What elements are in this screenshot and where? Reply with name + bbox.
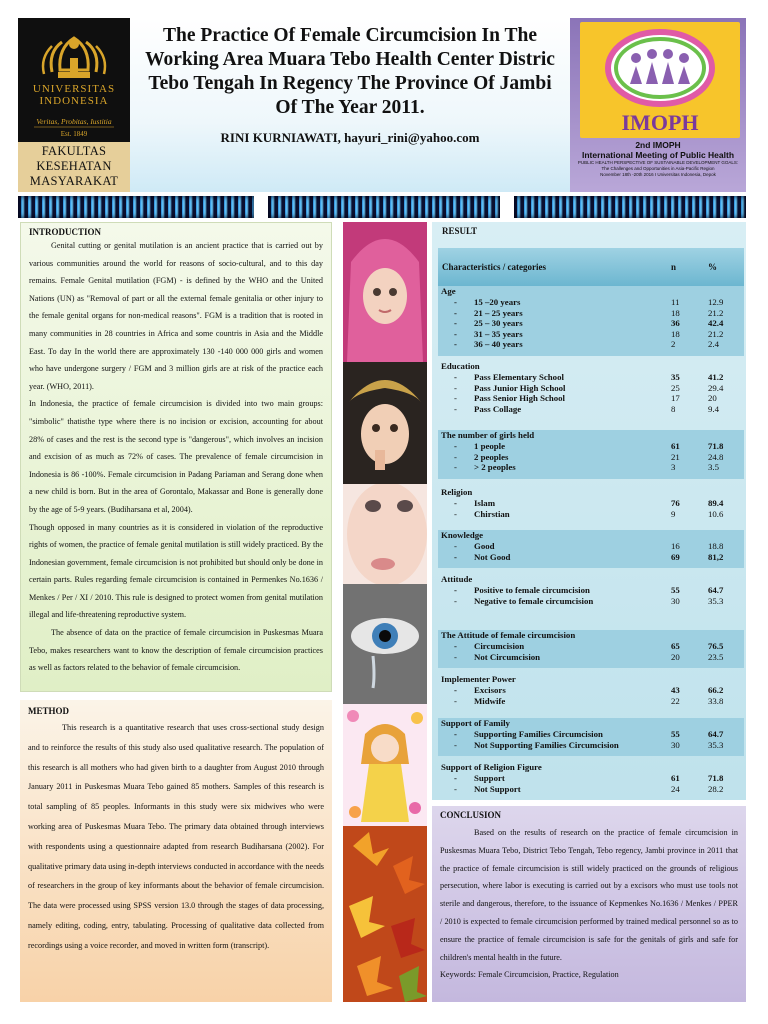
result-group-title: The Attitude of female circumcision [441,630,576,640]
result-row-n: 36 [671,318,680,328]
result-row [438,297,744,308]
introduction-paragraph: The absence of data on the practice of female circumcision in Puskesmas Muara Tebo, makes researchers want to know the description of female circumcision practices as well as factors related to the behavior of female circumcision. [29,628,323,673]
result-row-label: 25 – 30 years [474,318,523,328]
result-row-n: 43 [671,685,680,695]
result-row-percent: 35.3 [708,739,724,750]
result-row-percent: 81,2 [708,551,724,562]
bullet-dash: - [454,441,457,451]
result-row-percent: 18.8 [708,541,724,551]
result-row-n: 22 [671,695,680,706]
result-row [438,452,744,463]
bullet-dash: - [454,585,457,595]
result-row-percent: 76.5 [708,641,724,651]
keywords: Keywords: Female Circumcision, Practice, Regulation [440,970,619,980]
decorative-matrix-banner [268,196,500,218]
result-row-n: 18 [671,328,680,339]
imoph-logo [580,22,740,138]
result-row-n: 24 [671,783,680,794]
result-row-n: 18 [671,307,680,318]
result-row-percent: 21.2 [708,328,724,339]
result-row-percent: 71.8 [708,441,724,451]
introduction-paragraph: Genital cutting or genital mutilation is an ancient practice that is carried out by various communities around the world for reasons of socio-cultural, and to this day remains. Female Genital mutilation (FGM) - is defined by the WHO and the United Nations (UN) as "Removal of part or all the external female genitalia or other injury to the female genital organs for non-medical reasons". FGM is a tradition that is rooted in many communities in 28 countries in Africa and some countris in Asia and the Middle East. To day In the world there are approximately 130 -140 000 000 girls and women who have undergone surgery / FGM and 3 million girls are at risk of the practice each year. (WHO, 2011). [29,241,323,391]
university-name-line2: INDONESIA [39,95,109,107]
result-row [438,509,744,520]
conference-sub: The Challenges and Opportunities in Asia-Pacific Region [601,166,715,171]
result-row-n: 8 [671,403,676,414]
result-row [438,685,744,696]
result-row-label: 1 people [474,441,506,451]
result-row-n: 30 [671,595,680,606]
conclusion-panel [432,806,746,1002]
result-group [438,762,744,800]
result-row [438,784,744,795]
decorative-matrix-banner [18,196,254,218]
result-row-label: Pass Collage [474,403,522,414]
result-row [438,318,744,329]
bullet-dash: - [454,318,457,328]
result-row-n: 25 [671,382,680,393]
result-row-label: Not Good [474,551,511,562]
faculty-name [18,142,130,192]
result-row [438,462,744,473]
bullet-dash: - [454,651,457,662]
result-group-title: Age [441,286,456,296]
result-row-n: 9 [671,508,676,519]
result-row-label: 21 – 25 years [474,307,523,318]
result-row [438,773,744,784]
bullet-dash: - [454,541,457,551]
result-row-percent: 24.8 [708,451,724,462]
result-group-title: The number of girls held [441,430,535,440]
result-row-percent: 64.7 [708,585,724,595]
result-group-title: Knowledge [441,530,484,540]
result-group-title: Religion [441,487,473,497]
university-established: Est. 1849 [60,130,88,138]
bullet-dash: - [454,372,457,382]
faculty-line: FAKULTAS [41,144,107,158]
result-row [438,329,744,340]
result-group-title: Implementer Power [441,674,516,684]
result-row-n: 2 [671,339,676,349]
conclusion-heading: CONCLUSION [440,810,502,820]
method-heading: METHOD [28,706,70,716]
result-heading: RESULT [442,226,478,236]
result-group [438,718,744,756]
conference-info [570,140,746,178]
result-row-percent: 33.8 [708,695,724,706]
result-row [438,339,744,350]
result-row [438,393,744,404]
bullet-dash: - [454,695,457,706]
result-table-header [438,248,744,286]
result-row-percent: 28.2 [708,783,724,794]
result-row [438,372,744,383]
bullet-dash: - [454,307,457,318]
result-group-title: Education [441,361,480,371]
result-row-label: 15 –20 years [474,297,521,307]
result-row-n: 76 [671,498,680,508]
bullet-dash: - [454,783,457,794]
result-row [438,696,744,707]
result-group [438,530,744,568]
result-row-n: 16 [671,541,680,551]
makara-emblem-icon [43,38,105,78]
result-group-title: Support of Family [441,718,510,728]
result-row-n: 61 [671,773,680,783]
bullet-dash: - [454,729,457,739]
column-header-category: Characteristics / categories [442,262,546,272]
result-row [438,383,744,394]
result-row-label: 2 peoples [474,451,509,462]
result-row-label: Negative to female circumcision [474,595,594,606]
result-row-percent: 23.5 [708,651,724,662]
photo-child-face [343,484,427,584]
result-row [438,498,744,509]
result-row-percent: 9.4 [708,403,719,414]
result-row-percent: 2.4 [708,339,719,349]
result-row-label: Chirstian [474,508,510,519]
method-panel [20,700,332,1002]
result-row-label: Excisors [474,685,506,695]
result-row-label: 31 – 35 years [474,328,523,339]
result-group [438,361,744,420]
result-row-percent: 10.6 [708,508,724,519]
result-row-n: 3 [671,462,676,472]
result-row-percent: 64.7 [708,729,724,739]
result-row-percent: 21.2 [708,307,724,318]
result-row-n: 20 [671,651,680,662]
introduction-paragraph: In Indonesia, the practice of female circumcision is divided into two main groups: "simbolic" thatisthe type where there is no incision or excision, accounting for about 28% of cases and the rest is the second type is "dangerous", which involves an incision and excision of as much as 72% of cases. The prevalence of female circumcision in Indonesia is 86 -100%. Female circumcision in Padang Pariaman and Serang done when a new child is born. But in the area of Gorontalo, Makassar and Bone is generally done by the age of 5-9 years. (Budiharsana et al, 2004). [29,399,323,514]
result-group [438,286,744,356]
bullet-dash: - [454,382,457,393]
introduction-panel [20,222,332,692]
result-row-percent: 20 [708,393,717,403]
result-row-label: Pass Senior High School [474,393,566,403]
people-circle-icon [608,32,712,104]
result-row-label: Not Circumcision [474,651,541,662]
result-row-percent: 66.2 [708,685,724,695]
bullet-dash: - [454,403,457,414]
bullet-dash: - [454,685,457,695]
bullet-dash: - [454,297,457,307]
column-header-percent: % [708,262,717,272]
result-row-n: 55 [671,585,680,595]
result-row-label: 36 – 40 years [474,339,523,349]
result-row-label: Not Support [474,783,521,794]
result-row-label: Pass Elementary School [474,372,564,382]
bullet-dash: - [454,339,457,349]
bullet-dash: - [454,641,457,651]
result-row-n: 55 [671,729,680,739]
result-row-label: > 2 peoples [474,462,516,472]
result-group [438,574,744,612]
conference-name: International Meeting of Public Health [581,150,735,160]
bullet-dash: - [454,462,457,472]
university-motto: Veritas, Probitas, Iustitia [36,117,112,126]
method-paragraph: This research is a quantitative research that uses cross-sectional study design and to reinforce the results of this study also used qualitative research. The population of this research is all mothers who had given birth to a daughter from August 2010 through January 2011 in Puskesmas Muara Tebo gained 85 mothers. Samples of this research is total sampling of 85 peoples. Informants in this study were six midwives who were working area of Puskesmas Muara Tebo. The primary data obtained through interviews with respondents using a questionnaire adapted from research Budiharsana (2002). For qualitative primary data using in-depth interviews conducted in accordance with the needs of researchers in the group of key informants about the behavior of female circumcision. The data were processed using SPSS version 13.0 through the stages of data processing, namely editing, coding, entry, tabulating. Processing of qualitative data collected from recordings using a voice recorder, and moved in written form (transcript). [28,723,324,950]
result-row-n: 11 [671,297,680,307]
result-group [438,674,744,712]
conference-date: November 18th -20th 2016 I Universitas Indonesia, Depok [600,172,716,177]
bullet-dash: - [454,328,457,339]
photo-cartoon-girl [343,704,427,826]
conclusion-paragraph: Based on the results of research on the practice of female circumcision in Puskesmas Muara Tebo, District Tebo Tengah, Tebo regency, Jambi province in 2011 that the practice of female circumcision is still widely practiced on the grounds of religious persecution, where labor is executing is carried out by a excisors who must use tools not sterile and dangerous, therefore, to the issuance of Kepmenkes No.1636 / Menkes / PPER / 2010 is expected to female circumcision performed by trained medical personnel so as to ensure the practice of female circumcision is safe for the genitals of girls and safe for children's mental health in the future. [440,828,738,962]
result-row [438,729,744,740]
photo-girl-hijab [343,222,427,362]
result-row-n: 65 [671,641,680,651]
result-row-n: 61 [671,441,680,451]
poster-title: The Practice Of Female Circumcision In The Working Area Muara Tebo Health Center Distric Tebo Tengah In Regency The Province Of Jambi Of The Year 2011. [145,25,555,118]
photo-autumn-leaves [343,826,427,1002]
bullet-dash: - [454,498,457,508]
result-row-n: 30 [671,739,680,750]
result-row-percent: 42.4 [708,318,724,328]
result-row [438,552,744,563]
bullet-dash: - [454,551,457,562]
result-row-percent: 3.5 [708,462,719,472]
result-group [438,630,744,668]
result-row-label: Islam [474,498,496,508]
bullet-dash: - [454,595,457,606]
conference-theme: PUBLIC HEALTH PERSPECTIVE OF SUSTAINABLE DEVELOPMENT GOALS: [577,160,739,165]
result-row-label: Pass Junior High School [474,382,566,393]
imoph-logo-text: IMOPH [621,110,699,135]
bullet-dash: - [454,739,457,750]
bullet-dash: - [454,508,457,519]
photo-crying-eye [343,584,427,704]
decorative-matrix-banner [514,196,746,218]
photo-girl-headdress [343,362,427,484]
result-row-label: Support [474,773,505,783]
result-group [438,430,744,479]
result-row-label: Circumcision [474,641,525,651]
introduction-paragraph: Though opposed in many countries as it is considered in violation of the reproductive rights of women, the practice of female genital mutilation is still widely practiced. By the Indonesian government, female circumcision is not prohibited but should only be done in certain parts. Rules regarding female circumcision is contained in Permenkes No.1636 / Menkes / Per / XI / 2010. This rule is designed to protect women from genital mutilation illegal and life-threatening reproductive system. [29,522,323,620]
result-row-percent: 35.3 [708,595,724,606]
result-row-n: 35 [671,372,680,382]
bullet-dash: - [454,451,457,462]
result-row-n: 21 [671,451,680,462]
result-row-percent: 41.2 [708,372,724,382]
result-row [438,585,744,596]
introduction-heading: INTRODUCTION [29,227,102,237]
faculty-line: MASYARAKAT [29,174,119,188]
result-row-label: Not Supporting Families Circumcision [474,739,619,750]
result-group [438,487,744,525]
result-row-label: Midwife [474,695,506,706]
result-group-title: Attitude [441,574,473,584]
result-row [438,404,744,415]
result-row-percent: 71.8 [708,773,724,783]
result-panel [432,222,746,800]
university-crest-logo [18,18,130,142]
result-row [438,652,744,663]
result-row [438,641,744,652]
result-row-percent: 89.4 [708,498,724,508]
university-name-line1: UNIVERSITAS [32,83,116,95]
poster-title-panel [130,18,570,192]
result-row-percent: 29.4 [708,382,724,393]
faculty-line: KESEHATAN [36,159,112,173]
author-line: RINI KURNIAWATI, hayuri_rini@yahoo.com [220,130,480,145]
bullet-dash: - [454,773,457,783]
column-header-n: n [671,262,677,272]
result-row-label: Supporting Families Circumcision [474,729,603,739]
result-row [438,541,744,552]
result-row-n: 69 [671,551,680,562]
result-row [438,740,744,751]
result-row [438,308,744,319]
result-row [438,441,744,452]
result-group-title: Support of Religion Figure [441,762,542,772]
result-row-percent: 12.9 [708,297,724,307]
result-row-label: Positive to female circumcision [474,585,590,595]
conference-title: 2nd IMOPH [635,140,681,150]
bullet-dash: - [454,393,457,403]
result-row-n: 17 [671,393,680,403]
result-row [438,596,744,607]
result-row-label: Good [474,541,495,551]
